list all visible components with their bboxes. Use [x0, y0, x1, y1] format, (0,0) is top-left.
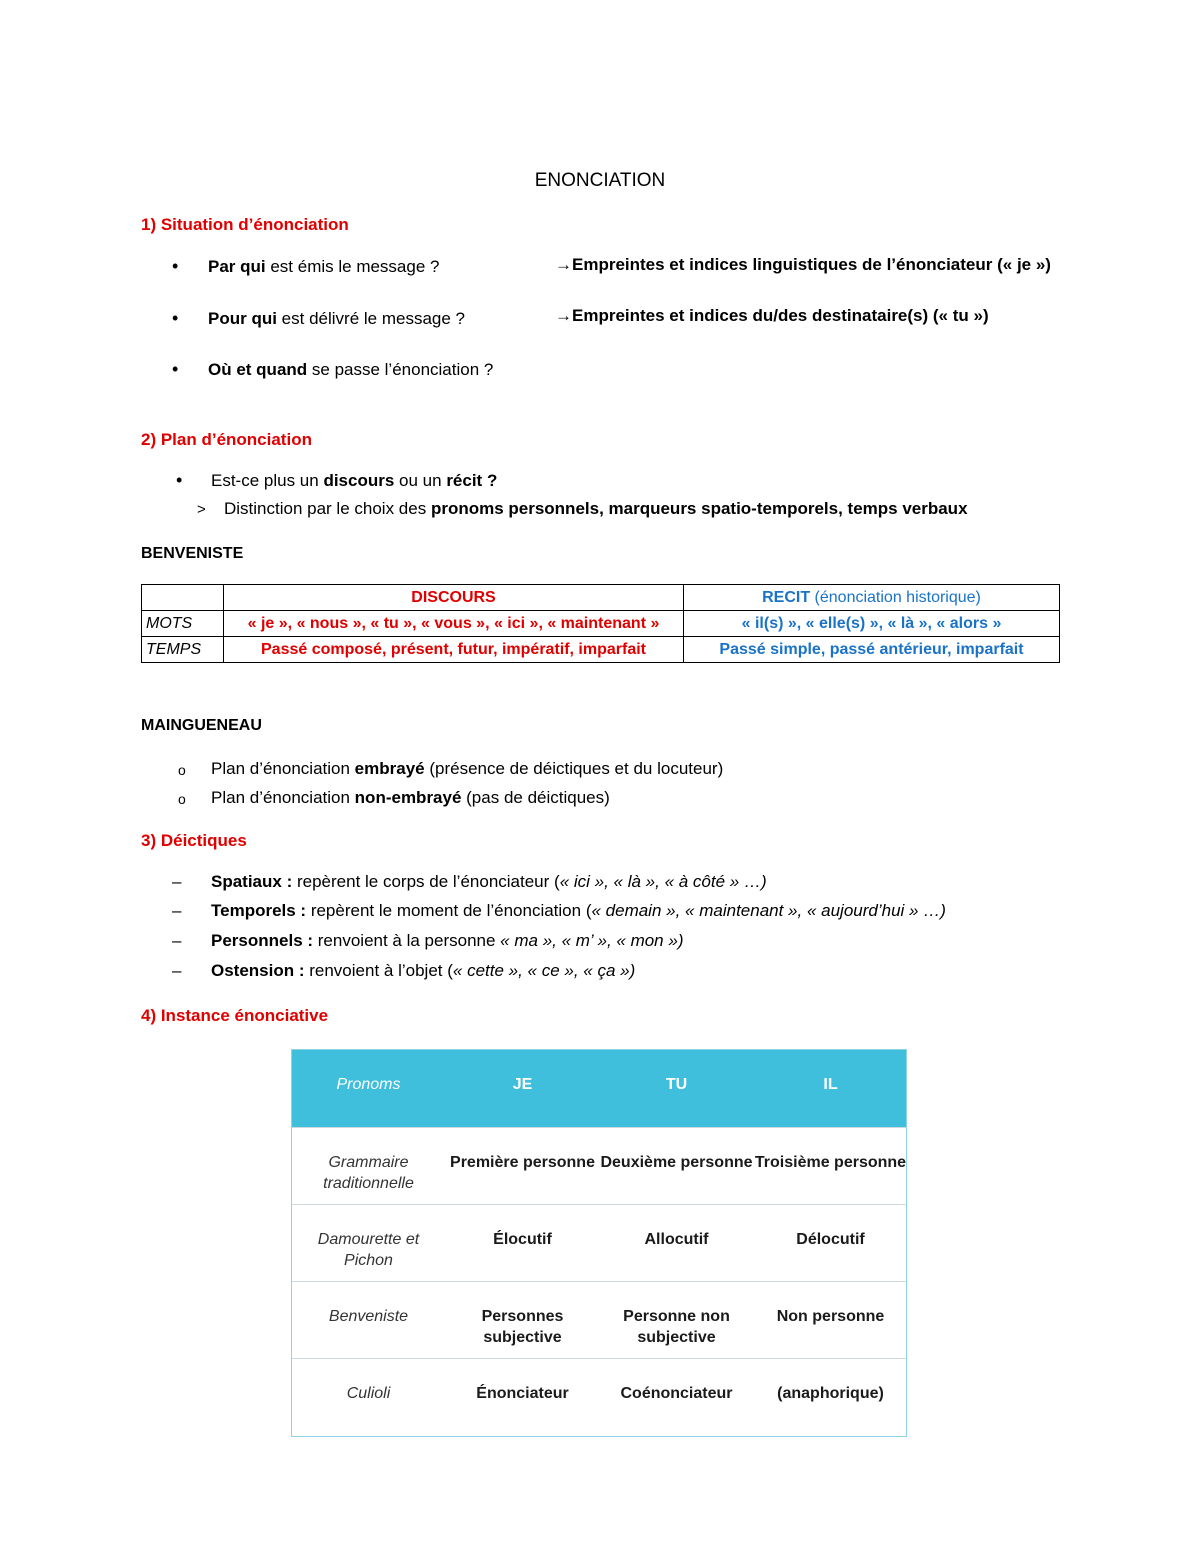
- answer-destinataire: →Empreintes et indices du/des destinataire(s) (« tu »): [555, 306, 989, 325]
- bullet-icon: •: [172, 359, 179, 379]
- table-cell: [142, 585, 224, 611]
- cell-je: Énonciateur: [476, 1385, 569, 1402]
- row-label: Damourette et Pichon: [317, 1231, 420, 1269]
- instance-table: [291, 1049, 907, 1437]
- cell-il: Non personne: [776, 1308, 885, 1325]
- cell-je: Personnes subjective: [481, 1308, 564, 1346]
- dash-icon: –: [172, 901, 182, 920]
- circle-bullet-icon: o: [178, 791, 186, 807]
- header-il: IL: [823, 1076, 838, 1093]
- arrow-right-icon: →: [555, 306, 572, 325]
- maingueneau-item: Plan d’énonciation embrayé (présence de déictiques et du locuteur): [211, 759, 724, 778]
- circle-bullet-icon: o: [178, 762, 186, 778]
- cell-je: Élocutif: [493, 1231, 552, 1248]
- temps-discours: Passé composé, présent, futur, impératif, imparfait: [224, 637, 684, 663]
- table-header: [292, 1050, 906, 1127]
- cell-il: Délocutif: [796, 1231, 865, 1248]
- table-row: [142, 637, 1060, 663]
- arrow-right-icon: →: [555, 255, 572, 274]
- answer-enonciateur: →Empreintes et indices linguistiques de l’énonciateur (« je »): [555, 255, 1051, 274]
- mots-recit: « il(s) », « elle(s) », « là », « alors »: [684, 611, 1060, 637]
- deictique-temporels: Temporels : repèrent le moment de l’énonciation (« demain », « maintenant », « aujourd’hui » …): [211, 901, 946, 920]
- row-label-mots: MOTS: [142, 611, 224, 637]
- deictique-spatiaux: Spatiaux : repèrent le corps de l’énonciateur (« ici », « là », « à côté » …): [211, 872, 767, 891]
- row-label: Grammaire traditionnelle: [323, 1154, 414, 1192]
- bullet-icon: •: [176, 470, 183, 490]
- cell-il: Troisième personne: [754, 1154, 907, 1171]
- question-par-qui: Par qui est émis le message ?: [208, 257, 440, 276]
- dash-icon: –: [172, 961, 182, 980]
- cell-tu: Deuxième personne: [600, 1154, 753, 1171]
- dash-icon: –: [172, 872, 182, 891]
- maingueneau-item: Plan d’énonciation non-embrayé (pas de déictiques): [211, 788, 610, 807]
- section-4-heading: 4) Instance énonciative: [141, 1006, 329, 1025]
- deictique-personnels: Personnels : renvoient à la personne « ma », « m’ », « mon »): [211, 931, 684, 950]
- header-discours: DISCOURS: [224, 585, 684, 611]
- cell-tu: Personne non subjective: [623, 1308, 730, 1346]
- row-label: Benveniste: [328, 1308, 409, 1325]
- table-row: [292, 1281, 906, 1359]
- mots-discours: « je », « nous », « tu », « vous », « ici », « maintenant »: [224, 611, 684, 637]
- plan-distinction: Distinction par le choix des pronoms personnels, marqueurs spatio-temporels, temps verbaux: [224, 499, 968, 518]
- temps-recit: Passé simple, passé antérieur, imparfait: [684, 637, 1060, 663]
- cell-il: (anaphorique): [777, 1385, 884, 1402]
- table-row: [292, 1358, 906, 1436]
- table-row: [142, 585, 1060, 611]
- cell-je: Première personne: [450, 1154, 595, 1171]
- chevron-right-icon: >: [197, 501, 206, 518]
- table-row: [142, 611, 1060, 637]
- section-3-heading: 3) Déictiques: [141, 831, 247, 850]
- header-pronoms: Pronoms: [336, 1076, 401, 1093]
- header-tu: TU: [665, 1076, 688, 1093]
- section-1-heading: 1) Situation d’énonciation: [141, 215, 349, 234]
- section-2-heading: 2) Plan d’énonciation: [141, 430, 312, 449]
- deictique-ostension: Ostension : renvoient à l’objet (« cette », « ce », « ça »): [211, 961, 636, 980]
- cell-tu: Coénonciateur: [620, 1385, 733, 1402]
- plan-question: Est-ce plus un discours ou un récit ?: [211, 471, 498, 490]
- bullet-icon: •: [172, 308, 179, 328]
- question-pour-qui: Pour qui est délivré le message ?: [208, 309, 465, 328]
- bullet-icon: •: [172, 256, 179, 276]
- table-row: [292, 1127, 906, 1205]
- benveniste-label: BENVENISTE: [141, 545, 244, 562]
- table-row: [292, 1204, 906, 1282]
- maingueneau-label: MAINGUENEAU: [141, 717, 262, 734]
- header-recit: RECIT (énonciation historique): [684, 585, 1060, 611]
- cell-tu: Allocutif: [644, 1231, 709, 1248]
- row-label-temps: TEMPS: [142, 637, 224, 663]
- benveniste-table: [141, 584, 1060, 663]
- page-title: ENONCIATION: [534, 170, 666, 191]
- row-label: Culioli: [346, 1385, 391, 1402]
- question-ou-quand: Où et quand se passe l’énonciation ?: [208, 360, 494, 379]
- header-je: JE: [512, 1076, 533, 1093]
- dash-icon: –: [172, 931, 182, 950]
